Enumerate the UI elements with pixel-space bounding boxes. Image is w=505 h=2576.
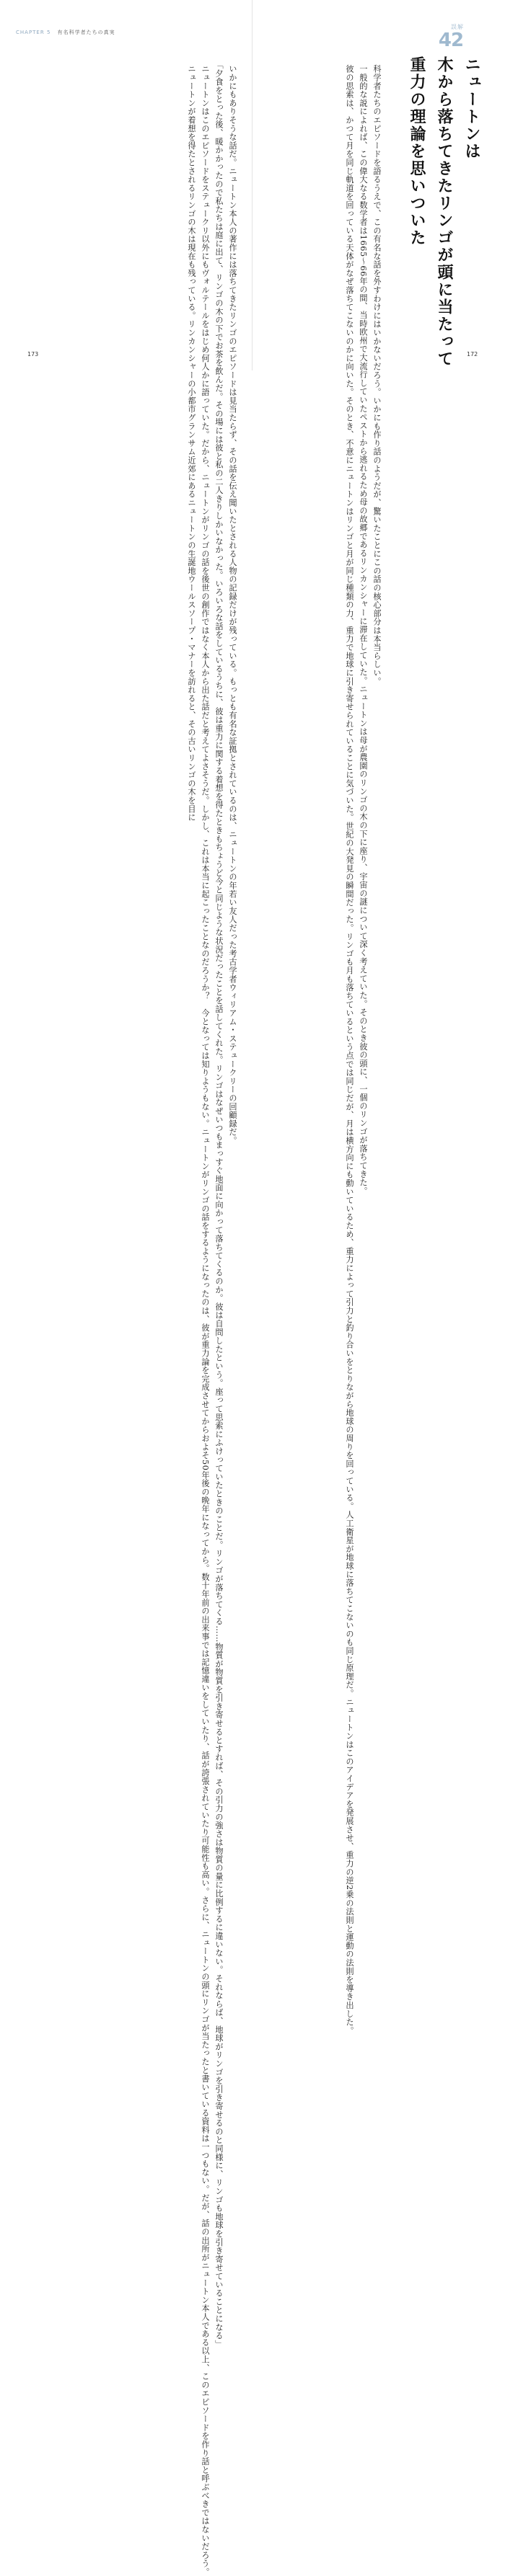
chapter-title: 有名科学者たちの真実 <box>57 30 115 35</box>
left-page-body <box>185 56 240 2576</box>
body-paragraph: 科学者たちのエピソードを語るうえで、この有名な話を外すわけにはいかないだろう。いかにも作り話のようだが、驚いたことにこの話の核心部分は本当らしい。 <box>372 56 382 686</box>
headline-line-2: 木から落ちてきたリンゴが頭に当たって <box>435 56 453 368</box>
page-number-right: 172 <box>467 351 478 357</box>
body-paragraph: ニュートンが着想を得たとされるリンゴの木は現在も残っている。リンカンシャーの小都市グランサム近郊にあるニュートンの生誕地ウールスソープ・マナーを訪れると、その古いリンゴの木を目に <box>187 56 196 822</box>
chapter-label: CHAPTER 5 <box>16 30 51 35</box>
body-paragraph: 「夕食をとった後、暖かかったので私たちは庭に出て、リンゴの木の下でお茶を飲んだ。その場には彼と私の二人きりしかいなかった。いろいろな話をしているうちに、彼は重力に関する着想を得たときもちょうど今と同じような状況だったことを話してくれた。リンゴはなぜいつもまっすぐ地面に向かって落ちてくるのか。彼は自問したという。座って思索にふけっていたときのことだ。リンゴが落ちてくる……物質が物質を引き寄せるとすれば、その引力の強さは物質の量に比例するに違いない。それならば、地球がリンゴを引き寄せるのと同様に、リンゴも地球を引き寄せていることになる」 <box>214 56 224 2349</box>
body-paragraph: ニュートンはこのエピソードをステュークリ以外にもヴォルテールをはじめ何人かに語っていた。だから、ニュートンがリンゴの話を後世の創作ではなく本人から出た話だと考えてよさそうだ。しかし、これは本当に起こったことなのだろうか？ 今となっては知りようもない。ニュートンがリンゴの話をするようになったのは、彼が重力論を完成させてからおよそ50年後の晩年になってから。数十年前の出来事では記憶違いをしていたり、話が誇張されていたり可能性も高い。さらに、ニュートンの頭にリンゴが当たったと書いている資料は一つもない。だが、話の出所がニュートン本人である以上、このエピソードを作り話と呼ぶべきではないだろう。 <box>201 56 210 2576</box>
body-paragraph: いかにもありそうな話だ。ニュートン本人の著作には落ちてきたリンゴのエピソードは見当たらず、その話を伝え聞いたとされる人物の記録だけが残っている。もっとも有名な証拠とされているのは、ニュートンの年若い友人だった考古学者ウィリアム・ステュークリーの回顧録だ。 <box>228 56 237 1145</box>
section-number: 42 <box>438 30 464 51</box>
page-number-left: 173 <box>27 351 39 357</box>
body-paragraph: 彼の思索は、かつて月を同じ軌道を回っている天体がなぜ落ちてこないのかに向いた。そのとき、不意にニュートンはリンゴと月が同じ種類の力、重力で地球に引き寄せられていることに気づいた。世紀の大発見の瞬間だった。リンゴも月も落ちているという点では同じだが、月は横方向にも動いているため、重力によって引力と釣り合いをとりながら地球の周りを回っている。人工衛星が地球に落ちてこないのも同じ原理だ。ニュートンはこのアイデアを発展させ、重力の逆2乗の法則と運動の法則を導き出した。 <box>345 56 354 2035</box>
headline <box>403 56 485 368</box>
section-label: 誤解 <box>451 24 464 30</box>
headline-line-3: 重力の理論を思いついた <box>408 56 426 247</box>
headline-line-1: ニュートンは <box>462 56 480 160</box>
section-marker <box>435 23 467 50</box>
chapter-header <box>16 29 115 36</box>
body-paragraph: 一般的な説によれば、この偉大なる数学者は1665〜66年の間、当時欧州で大流行していたペストから逃れるため母の故郷であるリンカンシャーに滞在していた。ニュートンは母が農園のリンゴの木の下に座り、宇宙の謎について深く考えていた。そのとき彼の頭に、一個のリンゴが落ちてきた。 <box>359 56 368 1196</box>
right-page-body <box>343 56 384 2035</box>
